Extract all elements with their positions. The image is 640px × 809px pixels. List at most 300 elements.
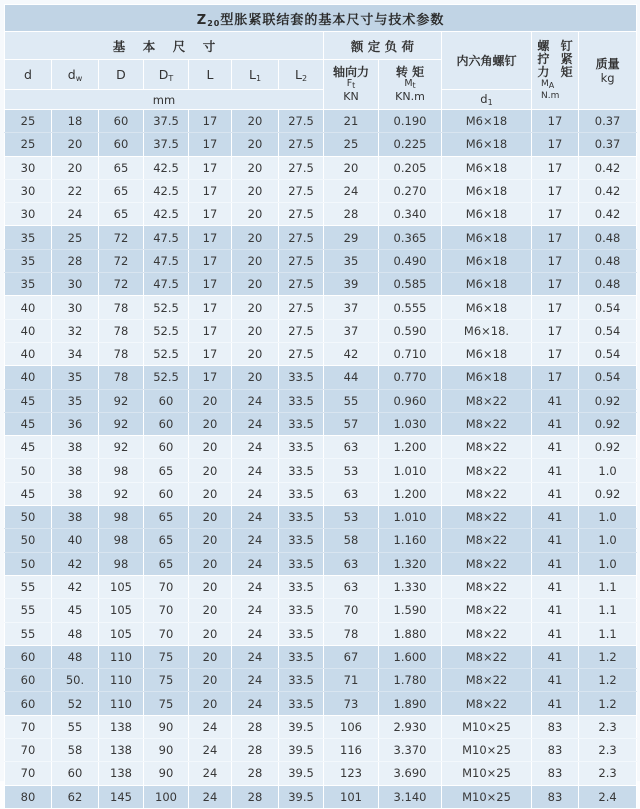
- table-cell: 41: [532, 552, 579, 575]
- table-cell: 24: [189, 762, 232, 785]
- table-cell: 1.0: [579, 552, 637, 575]
- table-cell: 65: [99, 179, 144, 202]
- table-cell: 83: [532, 715, 579, 738]
- table-cell: M10×25: [442, 762, 532, 785]
- table-cell: 0.710: [379, 342, 442, 365]
- table-cell: 20: [232, 133, 279, 156]
- table-cell: 70: [144, 575, 189, 598]
- table-cell: 17: [532, 319, 579, 342]
- table-cell: 36: [52, 412, 99, 435]
- table-cell: 20: [52, 133, 99, 156]
- table-cell: 50: [5, 552, 52, 575]
- table-cell: 33.5: [279, 669, 324, 692]
- table-row: [5, 692, 637, 715]
- table-cell: 65: [99, 156, 144, 179]
- table-row: [5, 669, 637, 692]
- table-cell: 1.2: [579, 669, 637, 692]
- table-cell: 0.92: [579, 436, 637, 459]
- table-cell: 35: [324, 249, 379, 272]
- table-cell: 0.490: [379, 249, 442, 272]
- table-cell: 33.5: [279, 389, 324, 412]
- header-col-d1: $d_1$: [442, 90, 532, 110]
- table-cell: 28: [232, 785, 279, 808]
- table-cell: 17: [189, 319, 232, 342]
- table-cell: 41: [532, 575, 579, 598]
- table-cell: 101: [324, 785, 379, 808]
- table-cell: M8×22: [442, 529, 532, 552]
- table-cell: 55: [5, 599, 52, 622]
- table-cell: 30: [5, 179, 52, 202]
- table-cell: 110: [99, 669, 144, 692]
- table-cell: 55: [5, 622, 52, 645]
- table-cell: 37.5: [144, 133, 189, 156]
- table-row: [5, 762, 637, 785]
- table-cell: 110: [99, 692, 144, 715]
- table-cell: 92: [99, 412, 144, 435]
- table-cell: 110: [99, 645, 144, 668]
- table-cell: 38: [52, 459, 99, 482]
- table-cell: 75: [144, 692, 189, 715]
- table-cell: 24: [232, 436, 279, 459]
- table-cell: M6×18: [442, 203, 532, 226]
- table-cell: M10×25: [442, 739, 532, 762]
- table-cell: 20: [189, 412, 232, 435]
- table-cell: 25: [324, 133, 379, 156]
- table-cell: 17: [189, 366, 232, 389]
- table-cell: 60: [5, 669, 52, 692]
- table-cell: 20: [232, 226, 279, 249]
- table-cell: 28: [232, 715, 279, 738]
- table-cell: 20: [189, 599, 232, 622]
- table-cell: 35: [52, 366, 99, 389]
- header-mass: [579, 32, 637, 110]
- table-cell: 92: [99, 389, 144, 412]
- table-cell: 33.5: [279, 575, 324, 598]
- table-cell: 17: [532, 249, 579, 272]
- table-row: [5, 739, 637, 762]
- table-cell: 17: [189, 110, 232, 133]
- table-cell: 65: [144, 506, 189, 529]
- table-cell: 35: [5, 273, 52, 296]
- table-cell: M8×22: [442, 552, 532, 575]
- table-cell: 3.690: [379, 762, 442, 785]
- table-cell: 45: [52, 599, 99, 622]
- table-cell: 40: [5, 366, 52, 389]
- screw-torque-unit: N.m: [541, 91, 560, 101]
- title-text: 型胀紧联结套的基本尺寸与技术参数: [220, 12, 445, 28]
- table-cell: 105: [99, 622, 144, 645]
- table-row: [5, 296, 637, 319]
- table-cell: 50: [5, 529, 52, 552]
- table-cell: 47.5: [144, 226, 189, 249]
- table-cell: 78: [324, 622, 379, 645]
- table-cell: 41: [532, 669, 579, 692]
- table-cell: 20: [52, 156, 99, 179]
- table-cell: 90: [144, 715, 189, 738]
- table-cell: 33.5: [279, 412, 324, 435]
- table-cell: 1.890: [379, 692, 442, 715]
- table-cell: 17: [532, 273, 579, 296]
- table-row: [5, 459, 637, 482]
- table-cell: 25: [5, 133, 52, 156]
- table-cell: 75: [144, 645, 189, 668]
- table-cell: 40: [5, 296, 52, 319]
- table-cell: 1.200: [379, 482, 442, 505]
- table-cell: 17: [189, 249, 232, 272]
- table-cell: 20: [324, 156, 379, 179]
- table-row: [5, 156, 637, 179]
- table-cell: 24: [232, 529, 279, 552]
- table-cell: 1.590: [379, 599, 442, 622]
- title-row: [5, 5, 637, 32]
- header-torque: 转 矩 $M_t$ KN.m: [379, 60, 442, 110]
- table-cell: 58: [324, 529, 379, 552]
- table-row: [5, 389, 637, 412]
- table-cell: 1.160: [379, 529, 442, 552]
- table-cell: 0.37: [579, 133, 637, 156]
- table-cell: 24: [232, 669, 279, 692]
- table-cell: 39.5: [279, 715, 324, 738]
- table-cell: 0.42: [579, 179, 637, 202]
- table-cell: 17: [532, 342, 579, 365]
- screw-torque-line: 螺 钉: [537, 39, 573, 53]
- mass-label: 质量: [595, 56, 620, 71]
- table-cell: M8×22: [442, 482, 532, 505]
- table-cell: 60: [144, 436, 189, 459]
- table-row: [5, 203, 637, 226]
- table-cell: 20: [232, 319, 279, 342]
- table-cell: M10×25: [442, 715, 532, 738]
- header-col-dw: $d_w$: [52, 60, 99, 90]
- table-cell: 29: [324, 226, 379, 249]
- header-col-L1: $L_1$: [232, 60, 279, 90]
- table-cell: 83: [532, 739, 579, 762]
- table-cell: 17: [532, 156, 579, 179]
- table-cell: 33.5: [279, 645, 324, 668]
- table-cell: 83: [532, 785, 579, 808]
- table-cell: 41: [532, 412, 579, 435]
- table-cell: 27.5: [279, 273, 324, 296]
- table-cell: 1.2: [579, 645, 637, 668]
- table-cell: 33.5: [279, 482, 324, 505]
- table-cell: 0.960: [379, 389, 442, 412]
- table-cell: 24: [232, 692, 279, 715]
- table-cell: 1.1: [579, 599, 637, 622]
- table-cell: 41: [532, 599, 579, 622]
- table-cell: 72: [99, 226, 144, 249]
- table-cell: 73: [324, 692, 379, 715]
- table-cell: 1.0: [579, 459, 637, 482]
- table-cell: 78: [99, 296, 144, 319]
- table-cell: 41: [532, 622, 579, 645]
- table-cell: 0.37: [579, 110, 637, 133]
- table-cell: M6×18: [442, 133, 532, 156]
- table-cell: 20: [232, 156, 279, 179]
- table-cell: M8×22: [442, 459, 532, 482]
- table-cell: 98: [99, 459, 144, 482]
- table-cell: 0.590: [379, 319, 442, 342]
- table-cell: 38: [52, 506, 99, 529]
- table-cell: 58: [52, 739, 99, 762]
- table-cell: 17: [189, 226, 232, 249]
- table-cell: 1.2: [579, 692, 637, 715]
- table-cell: 63: [324, 436, 379, 459]
- table-cell: 35: [5, 249, 52, 272]
- table-cell: M6×18: [442, 296, 532, 319]
- table-cell: 28: [232, 739, 279, 762]
- table-row: [5, 622, 637, 645]
- table-row: [5, 575, 637, 598]
- title-subscript: 20: [207, 18, 221, 28]
- table-cell: 20: [232, 179, 279, 202]
- table-cell: 45: [5, 412, 52, 435]
- table-cell: 17: [189, 342, 232, 365]
- table-cell: 1.320: [379, 552, 442, 575]
- header-col-L2: $L_2$: [279, 60, 324, 90]
- group-header-row: [5, 32, 637, 60]
- table-cell: 20: [232, 296, 279, 319]
- table-cell: M6×18: [442, 156, 532, 179]
- table-cell: 17: [532, 296, 579, 319]
- table-cell: 20: [232, 366, 279, 389]
- table-cell: 28: [232, 762, 279, 785]
- table-cell: 2.3: [579, 715, 637, 738]
- table-cell: M8×22: [442, 622, 532, 645]
- table-cell: 0.92: [579, 412, 637, 435]
- table-cell: 72: [99, 249, 144, 272]
- table-cell: 27.5: [279, 203, 324, 226]
- table-cell: 65: [144, 529, 189, 552]
- table-cell: 70: [5, 762, 52, 785]
- table-cell: 33.5: [279, 529, 324, 552]
- table-cell: 24: [232, 645, 279, 668]
- table-cell: 138: [99, 739, 144, 762]
- table-cell: 0.555: [379, 296, 442, 319]
- table-cell: 37: [324, 319, 379, 342]
- table-cell: 50: [5, 506, 52, 529]
- table-cell: 42: [52, 575, 99, 598]
- header-screw-tightening-torque: [532, 32, 579, 110]
- table-cell: M10×25: [442, 785, 532, 808]
- table-cell: 30: [52, 273, 99, 296]
- table-cell: 39.5: [279, 762, 324, 785]
- table-cell: 20: [189, 506, 232, 529]
- table-cell: 42: [324, 342, 379, 365]
- table-cell: 33.5: [279, 599, 324, 622]
- table-cell: 90: [144, 762, 189, 785]
- table-cell: 33.5: [279, 552, 324, 575]
- table-cell: 20: [232, 342, 279, 365]
- table-cell: 41: [532, 529, 579, 552]
- table-cell: 24: [232, 552, 279, 575]
- table-cell: 38: [52, 482, 99, 505]
- table-cell: 40: [52, 529, 99, 552]
- table-cell: 24: [232, 506, 279, 529]
- table-cell: 20: [232, 203, 279, 226]
- table-cell: 45: [5, 482, 52, 505]
- table-cell: 60: [144, 389, 189, 412]
- table-cell: 55: [324, 389, 379, 412]
- table-cell: 57: [324, 412, 379, 435]
- table-cell: 20: [189, 552, 232, 575]
- header-col-d: d: [5, 60, 52, 90]
- table-cell: 0.42: [579, 203, 637, 226]
- table-cell: M8×22: [442, 599, 532, 622]
- table-cell: 41: [532, 459, 579, 482]
- table-row: [5, 133, 637, 156]
- table-cell: 24: [232, 459, 279, 482]
- table-cell: 42: [52, 552, 99, 575]
- table-cell: 0.585: [379, 273, 442, 296]
- table-cell: 30: [5, 156, 52, 179]
- table-cell: 92: [99, 482, 144, 505]
- table-cell: 70: [144, 599, 189, 622]
- table-cell: 20: [189, 669, 232, 692]
- table-cell: 27.5: [279, 133, 324, 156]
- table-cell: 39.5: [279, 785, 324, 808]
- table-cell: 1.600: [379, 645, 442, 668]
- table-row: [5, 273, 637, 296]
- table-cell: 1.0: [579, 529, 637, 552]
- table-cell: 22: [52, 179, 99, 202]
- table-cell: 17: [189, 296, 232, 319]
- table-cell: 0.270: [379, 179, 442, 202]
- table-cell: 1.1: [579, 575, 637, 598]
- table-cell: 35: [52, 389, 99, 412]
- table-cell: 20: [232, 110, 279, 133]
- table-cell: 98: [99, 529, 144, 552]
- table-row: [5, 226, 637, 249]
- table-cell: 60: [5, 645, 52, 668]
- table-cell: 70: [324, 599, 379, 622]
- table-cell: 27.5: [279, 296, 324, 319]
- table-cell: M8×22: [442, 389, 532, 412]
- table-cell: 1.880: [379, 622, 442, 645]
- table-body: [5, 110, 637, 809]
- table-cell: 52: [52, 692, 99, 715]
- table-cell: 100: [144, 785, 189, 808]
- table-cell: 106: [324, 715, 379, 738]
- table-cell: 48: [52, 645, 99, 668]
- table-cell: 1.0: [579, 506, 637, 529]
- table-cell: 33.5: [279, 622, 324, 645]
- table-row: [5, 319, 637, 342]
- table-row: [5, 366, 637, 389]
- table-cell: 0.42: [579, 156, 637, 179]
- table-cell: 60: [144, 482, 189, 505]
- table-cell: 65: [99, 203, 144, 226]
- table-cell: 0.365: [379, 226, 442, 249]
- table-cell: 1.030: [379, 412, 442, 435]
- table-cell: 24: [232, 412, 279, 435]
- table-cell: 20: [189, 622, 232, 645]
- table-cell: 45: [5, 389, 52, 412]
- table-cell: M6×18: [442, 366, 532, 389]
- table-row: [5, 785, 637, 808]
- table-cell: 21: [324, 110, 379, 133]
- table-cell: 0.48: [579, 226, 637, 249]
- table-cell: 48: [52, 622, 99, 645]
- table-cell: 52.5: [144, 342, 189, 365]
- table-cell: 24: [232, 599, 279, 622]
- table-row: [5, 249, 637, 272]
- table-title: [5, 5, 637, 32]
- table-cell: 20: [189, 482, 232, 505]
- screw-torque-symbol: $M_A$: [541, 79, 555, 90]
- table-cell: 17: [532, 203, 579, 226]
- table-cell: 0.54: [579, 296, 637, 319]
- table-row: [5, 110, 637, 133]
- table-cell: 63: [324, 575, 379, 598]
- table-cell: 33.5: [279, 459, 324, 482]
- screw-torque-line: 拧 紧: [537, 52, 573, 66]
- table-cell: 20: [189, 459, 232, 482]
- table-cell: 20: [189, 692, 232, 715]
- table-cell: 63: [324, 482, 379, 505]
- table-cell: 39: [324, 273, 379, 296]
- table-cell: 71: [324, 669, 379, 692]
- table-cell: 0.340: [379, 203, 442, 226]
- table-cell: 40: [5, 342, 52, 365]
- table-cell: 33.5: [279, 366, 324, 389]
- table-cell: 1.330: [379, 575, 442, 598]
- table-cell: 27.5: [279, 110, 324, 133]
- table-cell: 92: [99, 436, 144, 459]
- table-cell: 40: [5, 319, 52, 342]
- table-cell: 67: [324, 645, 379, 668]
- table-cell: 72: [99, 273, 144, 296]
- header-col-D: D: [99, 60, 144, 90]
- table-cell: 28: [52, 249, 99, 272]
- table-cell: 24: [232, 622, 279, 645]
- table-cell: 60: [144, 412, 189, 435]
- table-row: [5, 412, 637, 435]
- table-cell: 70: [144, 622, 189, 645]
- table-row: [5, 506, 637, 529]
- table-cell: 50.: [52, 669, 99, 692]
- table-cell: 44: [324, 366, 379, 389]
- table-cell: 38: [52, 436, 99, 459]
- table-cell: 20: [189, 389, 232, 412]
- table-cell: 75: [144, 669, 189, 692]
- table-cell: 60: [5, 692, 52, 715]
- table-cell: 70: [5, 715, 52, 738]
- table-row: [5, 599, 637, 622]
- table-cell: 17: [189, 133, 232, 156]
- table-cell: M8×22: [442, 412, 532, 435]
- table-cell: M8×22: [442, 669, 532, 692]
- table-cell: 28: [324, 203, 379, 226]
- table-cell: 78: [99, 366, 144, 389]
- table-cell: 105: [99, 599, 144, 622]
- table-cell: 50: [5, 459, 52, 482]
- table-cell: 17: [532, 179, 579, 202]
- table-cell: M6×18: [442, 342, 532, 365]
- table-cell: 30: [5, 203, 52, 226]
- table-cell: 41: [532, 645, 579, 668]
- table-cell: 0.205: [379, 156, 442, 179]
- table-cell: 20: [189, 575, 232, 598]
- table-cell: 0.54: [579, 319, 637, 342]
- table-cell: M8×22: [442, 506, 532, 529]
- table-cell: 34: [52, 342, 99, 365]
- table-cell: 45: [5, 436, 52, 459]
- table-cell: 0.190: [379, 110, 442, 133]
- mass-unit: kg: [600, 70, 615, 85]
- table-cell: 1.010: [379, 459, 442, 482]
- table-cell: 2.4: [579, 785, 637, 808]
- table-cell: 25: [5, 110, 52, 133]
